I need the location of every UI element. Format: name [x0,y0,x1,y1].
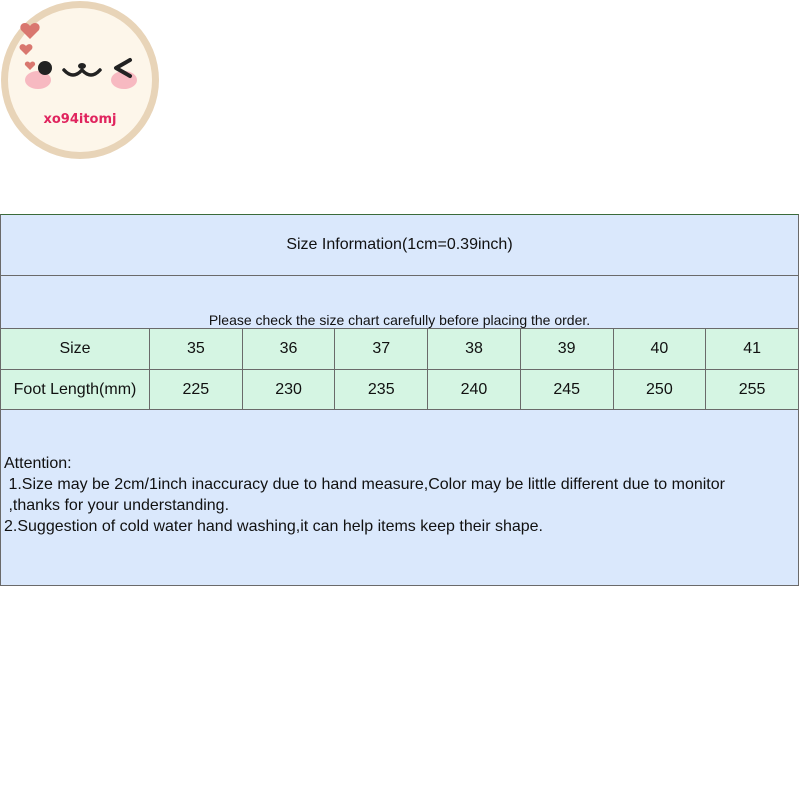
table-cell: 235 [335,370,428,411]
table-cell: 39 [520,329,613,370]
logo-text: xo94itomj [43,112,117,127]
store-logo [0,0,160,160]
chart-title: Size Information(1cm=0.39inch) [286,236,513,253]
table-cell: 240 [428,370,521,411]
table-cell: 245 [520,370,613,411]
table-cell: 40 [613,329,706,370]
table-cell: 41 [706,329,799,370]
title-band [0,214,799,276]
attention-line: 1.Size may be 2cm/1inch inaccuracy due to hand measure,Color may be little different due to monitor [4,476,725,493]
table-cell: 255 [706,370,799,411]
attention-heading: Attention: [4,455,72,472]
attention-line: ,thanks for your understanding. [4,497,230,514]
size-table [0,328,799,411]
row-label-foot-length: Foot Length(mm) [1,370,150,411]
attention-band [0,409,799,586]
table-cell: 230 [242,370,335,411]
table-row-foot-length [1,370,799,411]
table-cell: 37 [335,329,428,370]
attention-text [4,453,725,537]
table-row-size [1,329,799,370]
cat-face-icon [0,0,160,160]
row-label-size: Size [1,329,150,370]
table-cell: 225 [150,370,243,411]
table-cell: 35 [150,329,243,370]
table-cell: 36 [242,329,335,370]
notice-band [0,275,799,329]
attention-line: 2.Suggestion of cold water hand washing,it can help items keep their shape. [4,518,543,535]
table-cell: 250 [613,370,706,411]
notice-text: Please check the size chart carefully before placing the order. [208,312,591,328]
table-cell: 38 [428,329,521,370]
size-chart [0,214,800,586]
